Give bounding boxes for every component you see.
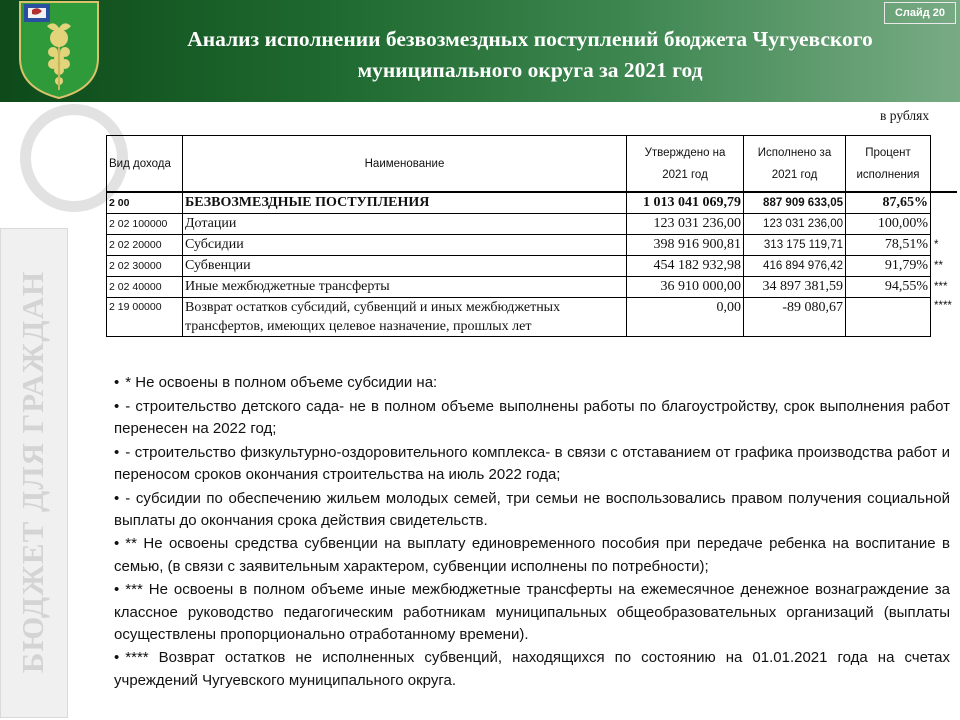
header-approved-line2: 2021 год	[662, 168, 708, 181]
footnote-text: **** Возврат остатков не исполненных субвенций, находящихся по состоянию на 01.01.2021 года на счетах учреждений Чугуевского муниципального округа.	[114, 649, 950, 689]
row-code: 2 00	[107, 192, 183, 213]
table-row	[107, 276, 957, 297]
header-banner	[0, 0, 960, 102]
table-row	[107, 192, 957, 213]
header-executed-line1: Исполнено за	[757, 146, 832, 159]
row-approved: 36 910 000,00	[627, 276, 744, 297]
row-note: **	[934, 259, 943, 272]
footnote-text: - субсидии по обеспечению жильем молодых семей, три семьи не воспользовались правом получения социальной выплаты до окончания срока действия свидетельств.	[114, 489, 950, 529]
row-approved: 454 182 932,98	[627, 255, 744, 276]
footnote-text: * Не освоены в полном объеме субсидии на:	[125, 374, 438, 391]
row-executed: -89 080,67	[744, 297, 846, 336]
slide-title	[120, 24, 940, 86]
slide-title-line2: муниципального округа за 2021 год	[357, 58, 703, 82]
table-row	[107, 297, 957, 336]
row-note: ***	[934, 280, 948, 293]
row-code: 2 02 100000	[107, 213, 183, 234]
bullet: •	[114, 443, 120, 461]
header-executed	[744, 136, 846, 193]
row-code: 2 19 00000	[107, 297, 183, 336]
row-approved: 398 916 900,81	[627, 234, 744, 255]
coat-of-arms-icon	[16, 0, 102, 100]
row-name: Дотации	[183, 213, 627, 234]
header-percent	[846, 136, 931, 193]
row-executed: 34 897 381,59	[744, 276, 846, 297]
row-approved: 0,00	[627, 297, 744, 336]
slide-number-badge: Слайд 20	[884, 2, 956, 24]
footnote-item	[114, 488, 950, 532]
row-name: Субсидии	[183, 234, 627, 255]
footnote-text: ** Не освоены средства субвенции на выплату единовременного пособия при передаче ребенка на воспитание в семью, (в связи с заявительным характером, субвенции исполнены по потребности);	[114, 535, 950, 575]
row-executed: 887 909 633,05	[744, 192, 846, 213]
row-executed: 123 031 236,00	[744, 213, 846, 234]
row-percent: 94,55%	[846, 276, 931, 297]
row-percent	[846, 297, 931, 336]
header-approved-line1: Утверждено на	[644, 146, 726, 159]
revenue-table	[106, 135, 957, 337]
side-caption: БЮДЖЕТ ДЛЯ ГРАЖДАН	[15, 270, 50, 674]
table-row	[107, 255, 957, 276]
header-note	[931, 136, 957, 193]
row-approved: 123 031 236,00	[627, 213, 744, 234]
row-note: *	[934, 238, 939, 251]
row-code: 2 02 20000	[107, 234, 183, 255]
table-header-row	[107, 136, 957, 193]
header-executed-line2: 2021 год	[771, 168, 818, 181]
footnote-item	[114, 396, 950, 440]
footnote-item	[114, 372, 950, 394]
row-note: ****	[934, 300, 952, 312]
footnote-text: - строительство детского сада- не в полном объеме выполнены работы по благоустройству, срок выполнения работ перенесен на 2022 год;	[114, 397, 950, 437]
row-name: Иные межбюджетные трансферты	[183, 276, 627, 297]
units-label: в рублях	[880, 108, 930, 123]
bullet: •	[114, 535, 120, 553]
row-code: 2 02 30000	[107, 255, 183, 276]
bullet: •	[114, 374, 120, 391]
header-approved	[627, 136, 744, 193]
bullet: •	[114, 397, 120, 415]
footnote-item	[114, 579, 950, 646]
footnote-text: - строительство физкультурно-оздоровительного комплекса- в связи с отставанием от графика производства работ и переносом сроков окончания строительства на июль 2022 года;	[114, 443, 950, 483]
row-name: БЕЗВОЗМЕЗДНЫЕ ПОСТУПЛЕНИЯ	[183, 192, 627, 213]
footnote-item	[114, 533, 950, 577]
slide-title-line1: Анализ исполнении безвозмездных поступлений бюджета Чугуевского	[187, 27, 873, 51]
footnotes-list	[114, 372, 950, 693]
row-percent: 87,65%	[846, 192, 931, 213]
bullet: •	[114, 489, 120, 507]
row-note	[931, 192, 957, 213]
footnote-text: *** Не освоены в полном объеме иные межбюджетные трансферты на ежемесячное денежное вознаграждение за классное руководство педагогическим работникам муниципальных общеобразовательных организаций (выплаты осуществлены пропорционально отработанному времени).	[114, 581, 950, 643]
row-name: Возврат остатков субсидий, субвенций и иных межбюджетных трансфертов, имеющих целевое назначение, прошлых лет	[183, 297, 627, 336]
row-note	[931, 213, 957, 234]
header-percent-line1: Процент	[865, 146, 911, 159]
row-name: Субвенции	[183, 255, 627, 276]
header-code: Вид дохода	[107, 136, 183, 193]
header-name: Наименование	[183, 136, 627, 193]
table-row	[107, 213, 957, 234]
table-row	[107, 234, 957, 255]
row-executed: 313 175 119,71	[744, 234, 846, 255]
row-approved: 1 013 041 069,79	[627, 192, 744, 213]
row-percent: 100,00%	[846, 213, 931, 234]
row-code: 2 02 40000	[107, 276, 183, 297]
header-percent-line2: исполнения	[856, 168, 920, 181]
footnote-item	[114, 442, 950, 486]
bullet: •	[114, 581, 120, 599]
row-percent: 78,51%	[846, 234, 931, 255]
row-percent: 91,79%	[846, 255, 931, 276]
bullet: •	[114, 649, 120, 667]
row-executed: 416 894 976,42	[744, 255, 846, 276]
footnote-item	[114, 647, 950, 691]
